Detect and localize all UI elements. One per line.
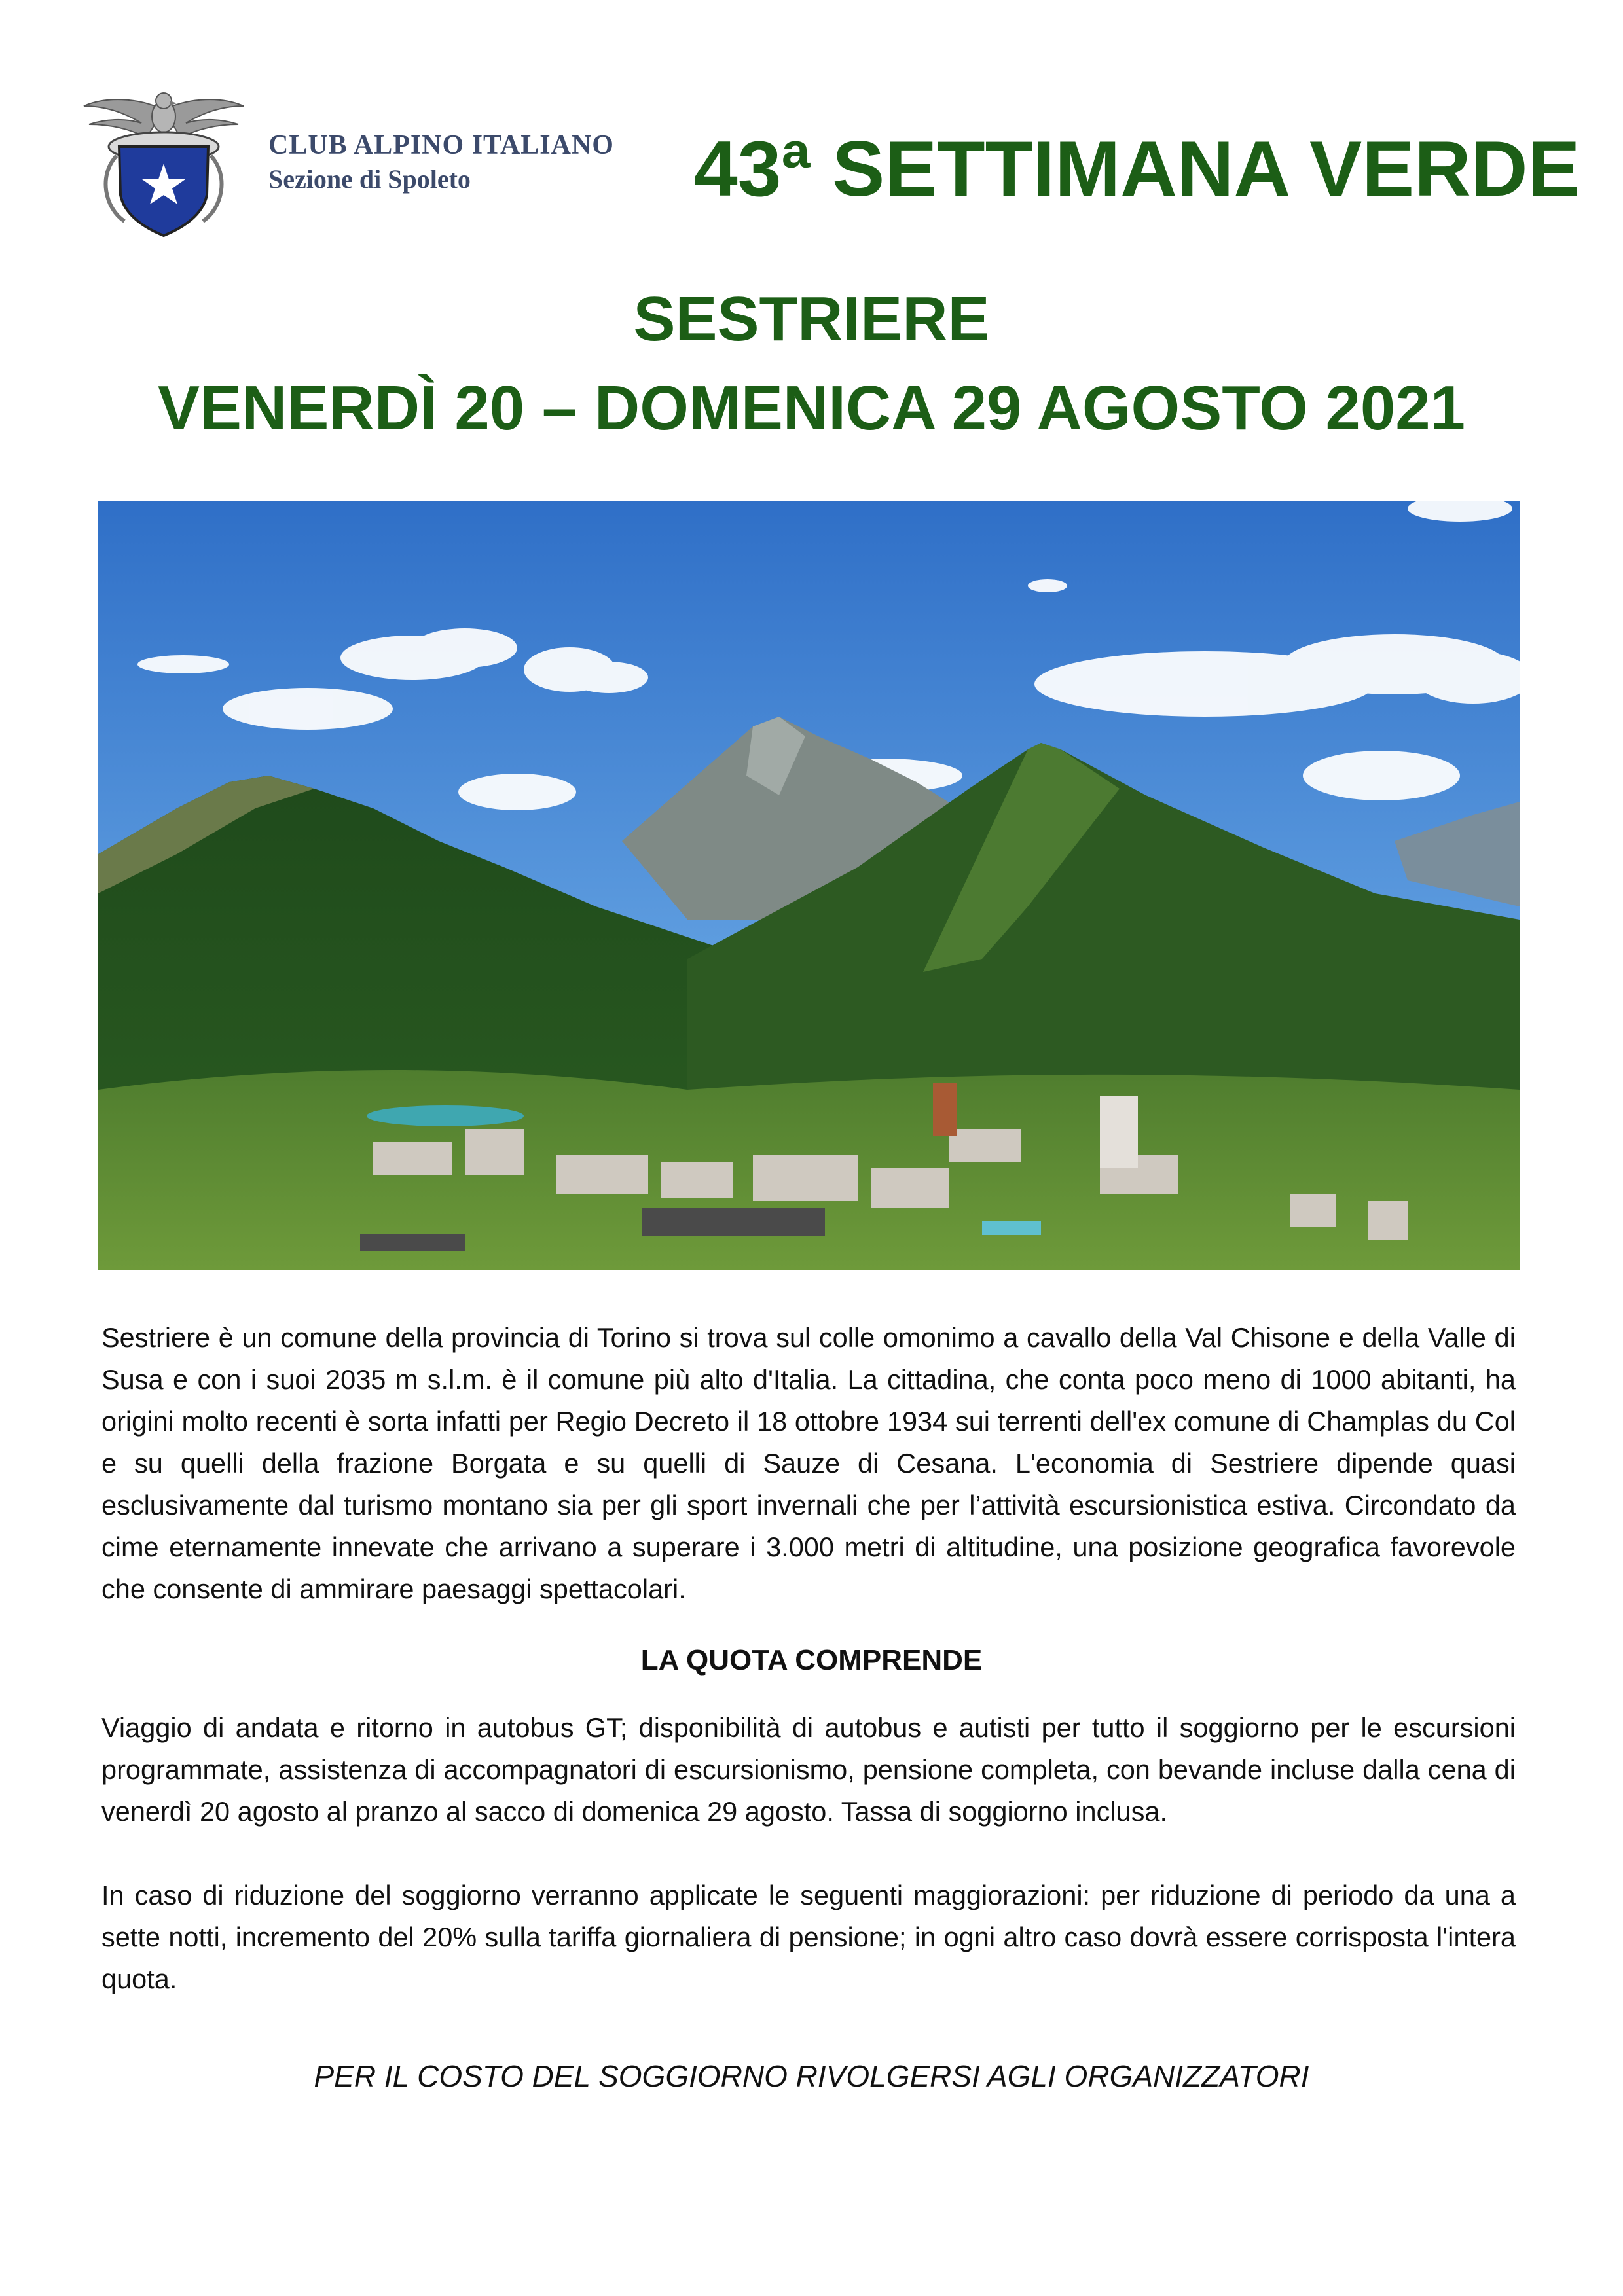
location-title: SESTRIERE <box>633 284 990 354</box>
organization-name <box>268 128 614 196</box>
section-title-quota: LA QUOTA COMPRENDE <box>640 1644 983 1676</box>
org-section-line: Sezione di Spoleto <box>268 164 471 194</box>
event-headline: 43ª SETTIMANA VERDE <box>694 125 1580 213</box>
landscape-photo <box>98 501 1520 1270</box>
dates-title: VENERDÌ 20 – DOMENICA 29 AGOSTO 2021 <box>157 373 1466 443</box>
cai-logo <box>79 84 249 241</box>
intro-paragraph: Sestriere è un comune della provincia di Torino si trova sul colle omonimo a cavallo della Val Chisone e della Valle di Susa e con i suoi 2035 m s.l.m. è il comune più alto d'Italia. La cittadina, che conta poco meno di 1000 abitanti, ha origini molto recenti è sorta infatti per Regio Decreto il 18 ottobre 1934 sui terrenti dell'ex comune di Champlas du Col e su quelli della frazione Borgata e su quelli di Sauze di Cesana. L'economia di Sestriere dipende quasi esclusivamente dal turismo montano sia per gli sport invernali che per l’attività escursionistica estiva. Circondato da cime eternamente innevate che arrivano a superare i 3.000 metri di altitudine, una posizione geografica favorevole che consente di ammirare paesaggi spettacolari. <box>101 1322 1516 1604</box>
org-name-line1: CLUB ALPINO ITALIANO <box>268 130 614 160</box>
reduction-paragraph: In caso di riduzione del soggiorno verranno applicate le seguenti maggiorazioni: per riduzione di periodo da una a sette notti, incremento del 20% sulla tariffa giornaliera di pensione; in ogni altro caso dovrà essere corrisposta l'intera quota. <box>101 1880 1516 1994</box>
includes-paragraph: Viaggio di andata e ritorno in autobus GT; disponibilità di autobus e autisti per tutto il soggiorno per le escursioni programmate, assistenza di accompagnatori di escursionismo, pensione completa, con bevande incluse dalla cena di venerdì 20 agosto al pranzo al sacco di domenica 29 agosto. Tassa di soggiorno inclusa. <box>101 1712 1516 1827</box>
footer-note: PER IL COSTO DEL SOGGIORNO RIVOLGERSI AGLI ORGANIZZATORI <box>314 2059 1309 2093</box>
